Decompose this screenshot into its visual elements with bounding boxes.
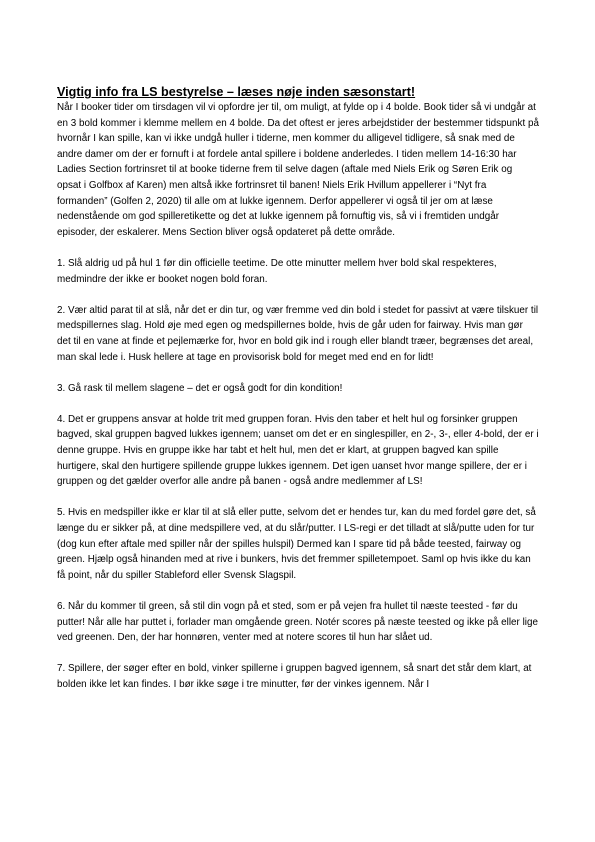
intro-paragraph: Når I booker tider om tirsdagen vil vi opfordre jer til, om muligt, at fylde op i 4 bolde. Book tider så vi undgår at en 3 bold kommer i klemme mellem en 4 bolde. Da det oftest er jeres arbejdstider der bestemmer tidspunkt på hvornår I kan spille, kan vi ikke undgå huller i tiderne, men kommer du alligevel tidligere, så snak med de andre damer om der er fornuft i at fordele antal spillere i boldene anderledes. I tiden mellem 14-16:30 har Ladies Section fortrinsret til at booke tiderne frem til selve dagen (aftale med Niels Erik og Søren Erik og opsat i Golfbox af Karen) men altså ikke fortrinsret til banen! Niels Erik Hvillum appellerer i “Nyt fra formanden” (Golfen 2, 2020) til alle om at lukke igennem. Derfor appellerer vi også til jer om at læse nedenstående om god spilleretikette og det at lukke igennem på fornuftig vis, så vi i fremtiden undgår episoder, der eskalerer. Mens Section bliver også opdateret på dette område. <box>57 102 539 238</box>
rule-7-paragraph: 7. Spillere, der søger efter en bold, vinker spillerne i gruppen bagved igennem, så snart det står dem klart, at bolden ikke let kan findes. I bør ikke søge i tre minutter, før der vinkes igennem. Når I <box>57 663 532 690</box>
rule-4-paragraph: 4. Det er gruppens ansvar at holde trit med gruppen foran. Hvis den taber et helt hul og forsinker gruppen bagved, skal gruppen bagved lukkes igennem; uanset om det er en singlespiller, en 2-, 3-, eller 4-bold, der er i denne gruppe. Hvis en gruppe ikke har tabt et helt hul, men det er klart, at gruppen bagved kan spille hurtigere, skal den hurtigere spillende gruppe lukkes igennem. Det igen uanset hvor mange spillere, der er i gruppen og det gælder overfor alle andre på banen - også andre medlemmer af LS! <box>57 413 539 488</box>
rule-3-paragraph: 3. Gå rask til mellem slagene – det er også godt for din kondition! <box>57 382 343 394</box>
rule-6-paragraph: 6. Når du kommer til green, så stil din vogn på et sted, som er på vejen fra hullet til næste teested - før du putter! Når alle har puttet i, forlader man omgående green. Notér scores på næste teested og ikke på eller lige ved greenen. Den, der har honnøren, venter med at notere scores til hun har slået ud. <box>57 601 539 644</box>
rule-1-paragraph: 1. Slå aldrig ud på hul 1 før din officielle teetime. De otte minutter mellem hver bold skal respekteres, medmindre der ikke er booket nogen bold foran. <box>57 257 497 285</box>
document-page <box>57 84 539 693</box>
rule-2-paragraph: 2. Vær altid parat til at slå, når det er din tur, og vær fremme ved din bold i stedet for passivt at være tilskuer til medspillernes slag. Hold øje med egen og medspillernes bolde, hvis de går uden for fairway. Hvis man gør det til en vane at finde et pejlemærke for, hvor en bold gik ind i rough eller blandt træer, begrænses det areal, man skal lede i. Husk hellere at tage en provisorisk bold for meget med end en for lidt! <box>57 304 539 363</box>
page-title: Vigtig info fra LS bestyrelse – læses nøje inden sæsonstart! <box>57 85 416 99</box>
rule-5-paragraph: 5. Hvis en medspiller ikke er klar til at slå eller putte, selvom det er hendes tur, kan du med fordel gøre det, så længe du er sikker på, at dine medspillere ved, at du slår/putter. I LS-regi er det tilladt at slå/putte uden for tur (dog kun efter aftale med spiller når der spilles hulspil) Dermed kan I spare tid på både teested, fairway og green. Hjælp også hinanden med at rive i bunkers, hvis det fremmer spilletempoet. Saml op hvis ikke du kan få point, når du spiller Stableford eller Svensk Slagspil. <box>57 507 536 581</box>
